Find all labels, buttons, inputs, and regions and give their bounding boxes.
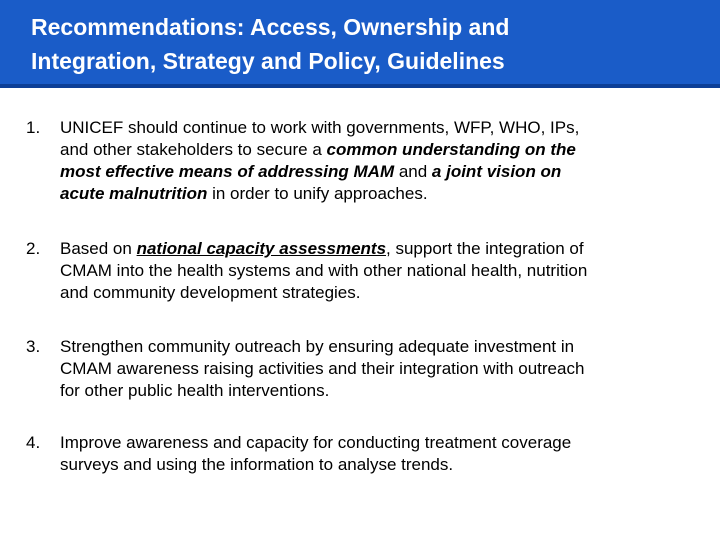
text-run: Strengthen community outreach by ensuring adequate investment in bbox=[60, 337, 575, 356]
item-number: 1. bbox=[26, 118, 41, 137]
item-number: 3. bbox=[26, 337, 41, 356]
item-line bbox=[60, 117, 700, 139]
slide-header bbox=[0, 0, 720, 88]
emphasized-text: most effective means of addressing MAM bbox=[60, 162, 395, 181]
item-line bbox=[60, 260, 700, 282]
item-text bbox=[60, 117, 700, 205]
text-run: UNICEF should continue to work with governments, WFP, WHO, IPs, bbox=[60, 118, 580, 137]
emphasized-text: common understanding on the bbox=[326, 140, 576, 159]
emphasized-text: acute malnutrition bbox=[60, 184, 208, 203]
item-line bbox=[60, 183, 700, 205]
text-run: in order to unify approaches. bbox=[207, 184, 428, 203]
text-run: for other public health interventions. bbox=[60, 381, 330, 400]
slide-title-line-1: Recommendations: Access, Ownership and bbox=[31, 14, 510, 40]
item-number: 2. bbox=[26, 239, 41, 258]
text-run: surveys and using the information to analyse trends. bbox=[60, 455, 454, 474]
text-run: Improve awareness and capacity for conducting treatment coverage bbox=[60, 433, 572, 452]
item-line bbox=[60, 380, 700, 402]
item-line bbox=[60, 282, 700, 304]
item-text bbox=[60, 432, 700, 476]
item-line bbox=[60, 336, 700, 358]
item-line bbox=[60, 432, 700, 454]
item-line bbox=[60, 161, 700, 183]
item-text bbox=[60, 238, 700, 304]
text-run: CMAM awareness raising activities and their integration with outreach bbox=[60, 359, 585, 378]
emphasized-text: a joint vision on bbox=[431, 162, 562, 181]
text-run: and community development strategies. bbox=[60, 283, 361, 302]
slide-title-line-2: Integration, Strategy and Policy, Guidelines bbox=[31, 48, 505, 74]
item-number: 4. bbox=[26, 433, 41, 452]
text-run: and bbox=[394, 162, 432, 181]
text-run: , support the integration of bbox=[386, 239, 584, 258]
item-line bbox=[60, 139, 700, 161]
item-line bbox=[60, 454, 700, 476]
item-line bbox=[60, 358, 700, 380]
item-text bbox=[60, 336, 700, 402]
text-run: Based on bbox=[60, 239, 137, 258]
text-run: and other stakeholders to secure a bbox=[60, 140, 327, 159]
text-run: CMAM into the health systems and with other national health, nutrition bbox=[60, 261, 588, 280]
item-line bbox=[60, 238, 700, 260]
emphasized-text: national capacity assessments bbox=[136, 239, 387, 258]
